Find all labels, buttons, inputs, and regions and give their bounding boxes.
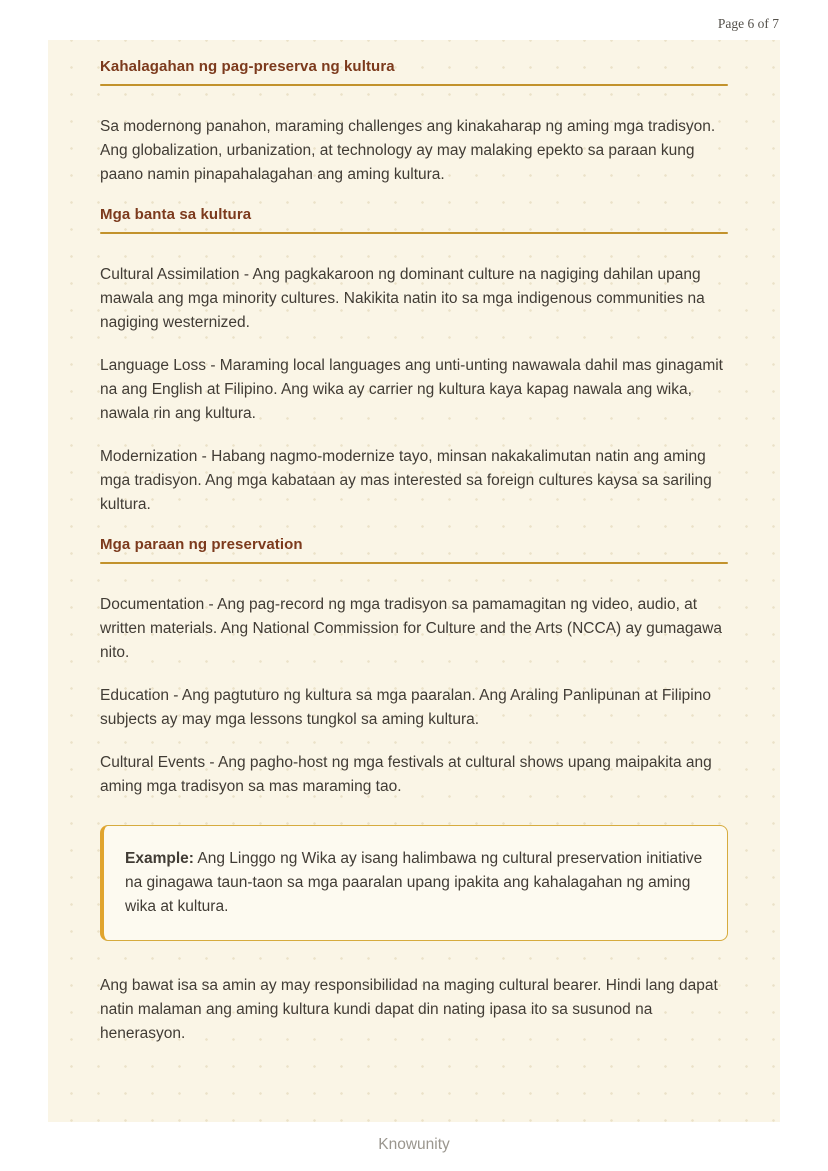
heading-rule [100, 84, 728, 86]
section-heading: Mga banta sa kultura [100, 206, 252, 223]
section-mga-paraan [100, 536, 728, 799]
paragraph: Cultural Events - Ang pagho-host ng mga festivals at cultural shows upang maipakita ang aming mga tradisyon sa mas maraming tao. [100, 754, 712, 795]
heading-rule [100, 232, 728, 234]
example-text: Ang Linggo ng Wika ay isang halimbawa ng cultural preservation initiative na ginagawa taun-taon sa mga paaralan upang ipakita ang kahalagahan ng aming wika at kultura. [125, 850, 703, 915]
paragraph: Cultural Assimilation - Ang pagkakaroon ng dominant culture na nagiging dahilan upang mawala ang mga minority cultures. Nakikita natin ito sa mga indigenous communities na nagiging westernized. [100, 266, 705, 331]
heading-rule [100, 562, 728, 564]
footer-brand: Knowunity [378, 1136, 450, 1153]
paragraph: Modernization - Habang nagmo-modernize tayo, minsan nakakalimutan natin ang aming mga tradisyon. Ang mga kabataan ay mas interested sa foreign cultures kaysa sa sariling kultura. [100, 448, 712, 513]
paragraph: Education - Ang pagtuturo ng kultura sa mga paaralan. Ang Araling Panlipunan at Filipino subjects ay may mga lessons tungkol sa aming kultura. [100, 687, 711, 728]
example-label: Example: [125, 850, 194, 867]
paragraph: Language Loss - Maraming local languages ang unti-unting nawawala dahil mas ginagamit na ang English at Filipino. Ang wika ay carrier ng kultura kaya kapag nawala ang wika, nawala rin ang kultura. [100, 357, 723, 422]
example-paragraph [125, 847, 703, 919]
example-box [100, 825, 728, 941]
closing-paragraph: Ang bawat isa sa amin ay may responsibilidad na maging cultural bearer. Hindi lang dapat natin malaman ang aming kultura kundi dapat din nating ipasa ito sa susunod na henerasyon. [100, 977, 718, 1042]
paragraph: Documentation - Ang pag-record ng mga tradisyon sa pamamagitan ng video, audio, at written materials. Ang National Commission for Culture and the Arts (NCCA) ay gumagawa nito. [100, 596, 722, 661]
page-indicator: Page 6 of 7 [717, 16, 779, 31]
section-heading: Kahalagahan ng pag-preserva ng kultura [100, 58, 395, 75]
document-sheet [48, 40, 780, 1122]
section-heading: Mga paraan ng preservation [100, 536, 303, 553]
paragraph: Sa modernong panahon, maraming challenges ang kinakaharap ng aming mga tradisyon. Ang globalization, urbanization, at technology ay may malaking epekto sa paraan kung paano namin pinapahalagahan ang aming kultura. [100, 118, 716, 183]
section-mga-banta [100, 206, 728, 517]
section-kahalagahan [100, 58, 728, 187]
